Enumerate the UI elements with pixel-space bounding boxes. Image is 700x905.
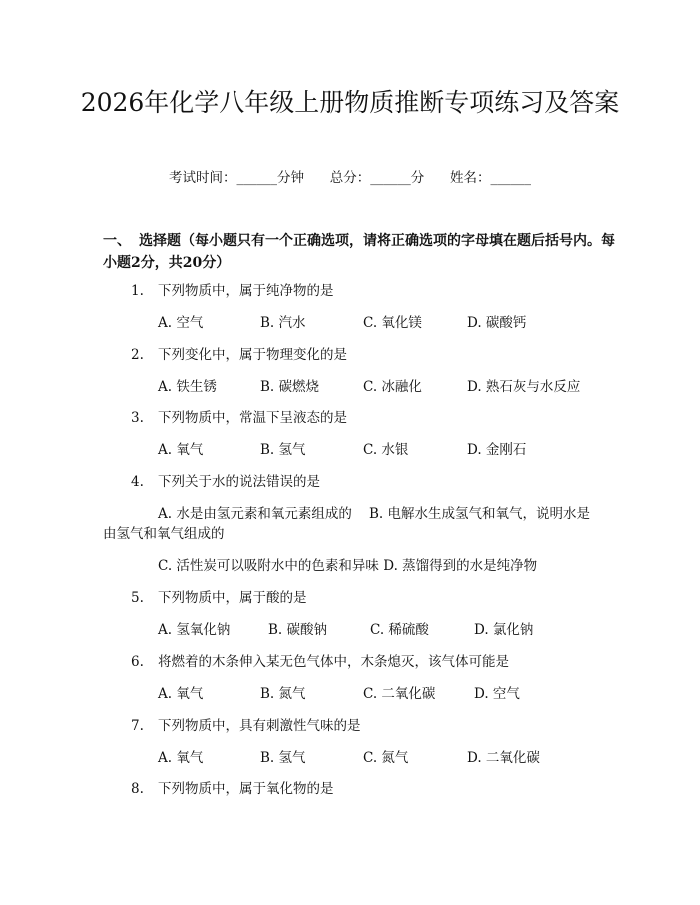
question-number: 2. xyxy=(131,347,144,363)
question-2 xyxy=(131,345,347,365)
question-stem: 下列物质中，属于氧化物的是 xyxy=(158,781,334,797)
option-d: D. 空气 xyxy=(474,686,520,702)
option-b: B. 氢气 xyxy=(260,750,306,766)
option-c: C. 二氧化碳 xyxy=(363,686,436,702)
question-8 xyxy=(131,779,334,799)
option-b: B. 碳酸钠 xyxy=(268,622,328,638)
option-d: D. 碳酸钙 xyxy=(467,315,527,331)
option-d: D. 二氧化碳 xyxy=(467,750,540,766)
question-4-options-line2: C. 活性炭可以吸附水中的色素和异味 D. 蒸馏得到的水是纯净物 xyxy=(158,558,538,574)
question-stem: 下列物质中，属于纯净物的是 xyxy=(158,283,334,299)
question-stem: 下列物质中，具有刺激性气味的是 xyxy=(158,718,361,734)
option-d: D. 氯化钠 xyxy=(474,622,534,638)
question-4-options-line1: A. 水是由氢元素和氧元素组成的 B. 电解水生成氢气和氧气，说明水是由氢气和氧气组成的 xyxy=(103,506,590,542)
question-6 xyxy=(131,652,509,672)
option-a: A. 氧气 xyxy=(158,442,204,458)
option-b: B. 碳燃烧 xyxy=(260,379,320,395)
option-a: A. 氢氧化钠 xyxy=(158,622,231,638)
option-d: D. 熟石灰与水反应 xyxy=(467,379,581,395)
option-b: B. 汽水 xyxy=(260,315,306,331)
question-stem: 下列物质中，属于酸的是 xyxy=(158,590,307,606)
option-a: A. 铁生锈 xyxy=(158,379,217,395)
question-number: 6. xyxy=(131,654,144,670)
section-number: 一、 xyxy=(103,233,131,249)
document-title: 2026年化学八年级上册物质推断专项练习及答案 xyxy=(80,88,620,117)
question-7 xyxy=(131,716,361,736)
section-instructions: 选择题（每小题只有一个正确选项，请将正确选项的字母填在题后括号内。每小题2分，共20分） xyxy=(103,233,615,271)
option-c: C. 氧化镁 xyxy=(363,315,422,331)
option-c: C. 稀硫酸 xyxy=(370,622,429,638)
option-a: A. 氧气 xyxy=(158,750,204,766)
option-d: D. 金刚石 xyxy=(467,442,527,458)
option-a: A. 氧气 xyxy=(158,686,204,702)
question-stem: 下列关于水的说法错误的是 xyxy=(158,474,320,490)
exam-info-line: 考试时间：______分钟 总分：______分 姓名：______ xyxy=(169,170,531,186)
question-stem: 将燃着的木条伸入某无色气体中，木条熄灭，该气体可能是 xyxy=(158,654,509,670)
question-stem: 下列物质中，常温下呈液态的是 xyxy=(158,410,347,426)
question-number: 7. xyxy=(131,718,144,734)
question-number: 5. xyxy=(131,590,144,606)
question-1 xyxy=(131,281,334,301)
option-a: A. 空气 xyxy=(158,315,204,331)
question-5 xyxy=(131,588,307,608)
section-heading xyxy=(103,230,623,274)
option-c: C. 水银 xyxy=(363,442,409,458)
option-c: C. 冰融化 xyxy=(363,379,422,395)
option-b: B. 氮气 xyxy=(260,686,306,702)
question-stem: 下列变化中，属于物理变化的是 xyxy=(158,347,347,363)
question-3 xyxy=(131,408,347,428)
question-number: 8. xyxy=(131,781,144,797)
option-c: C. 氮气 xyxy=(363,750,409,766)
question-number: 4. xyxy=(131,474,144,490)
question-number: 1. xyxy=(131,283,144,299)
question-number: 3. xyxy=(131,410,144,426)
option-b: B. 氢气 xyxy=(260,442,306,458)
question-4 xyxy=(131,472,320,492)
